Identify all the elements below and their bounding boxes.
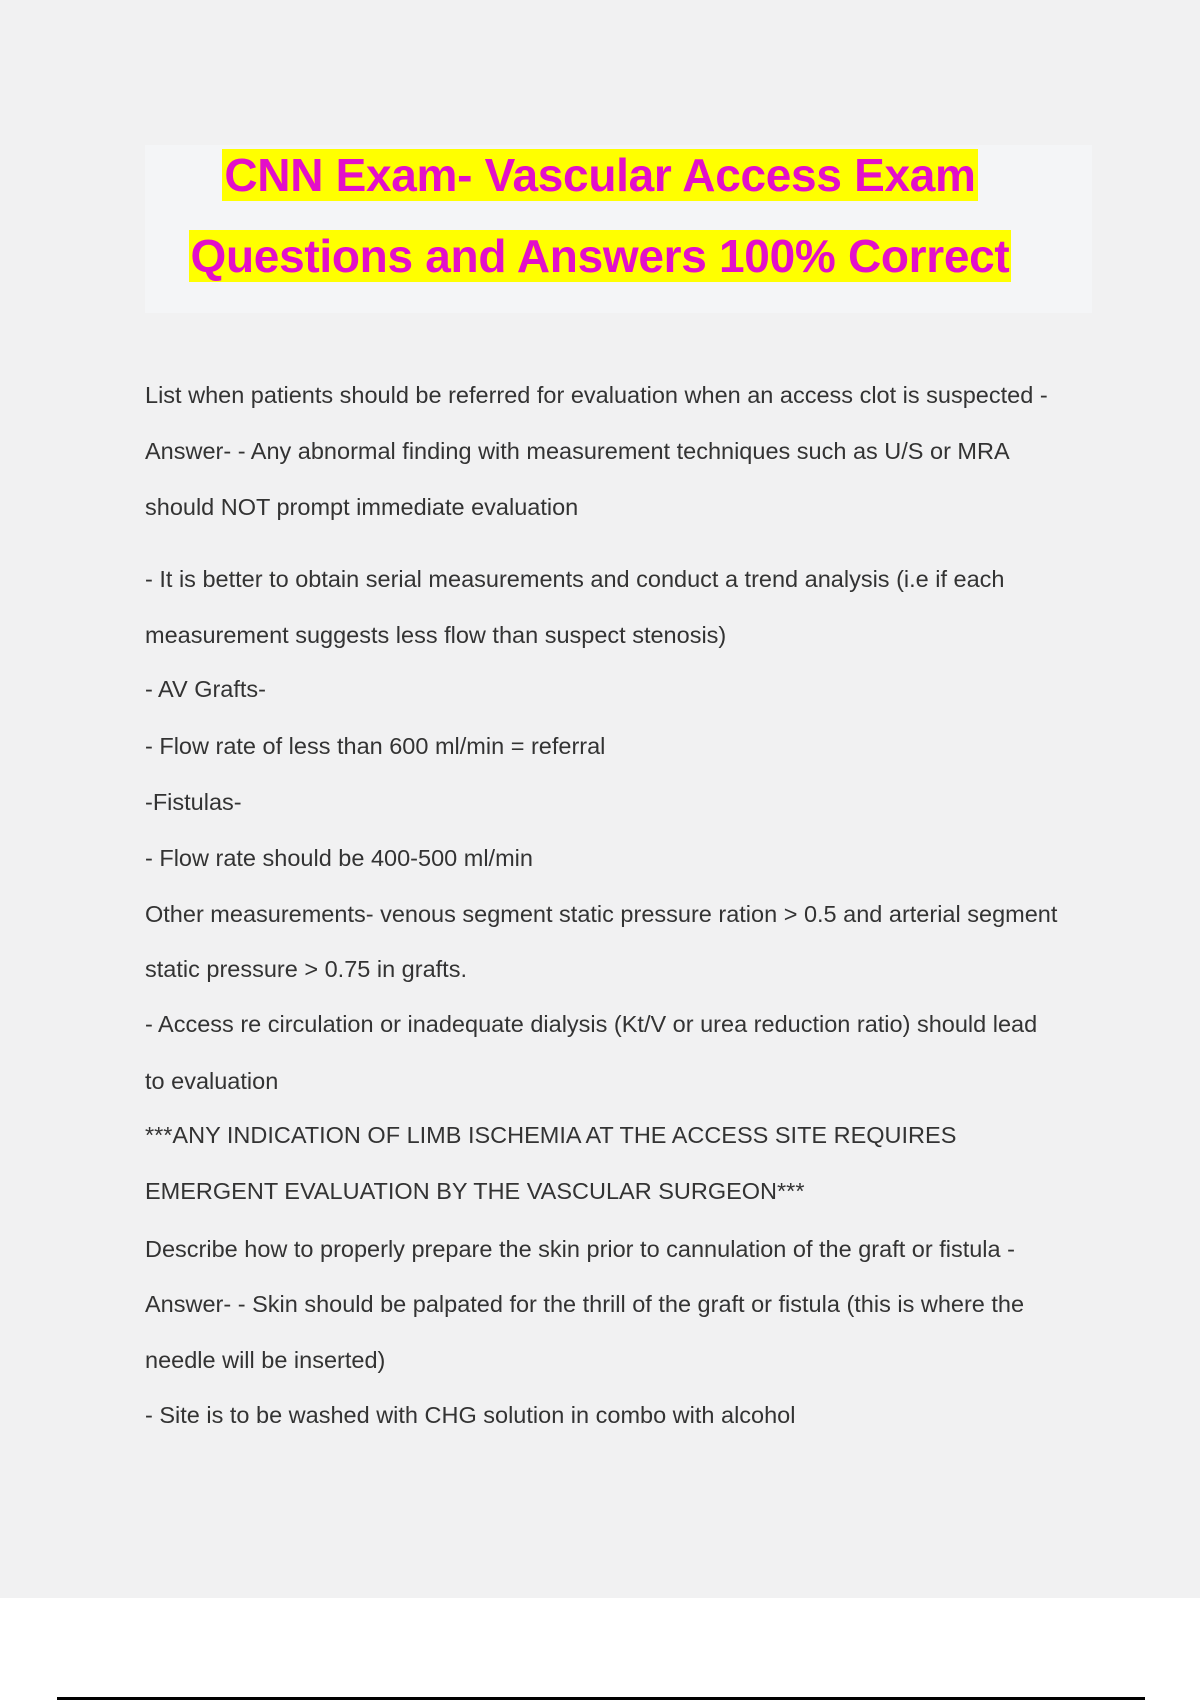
document-title-line-1 — [0, 146, 1200, 204]
body-text-line: - Access re circulation or inadequate dialysis (Kt/V or urea reduction ratio) should lead — [145, 1011, 1038, 1037]
body-text-line: List when patients should be referred for evaluation when an access clot is suspected - — [145, 382, 1048, 408]
title-text: CNN Exam- Vascular Access Exam — [224, 149, 976, 201]
body-text-line: - AV Grafts- — [145, 676, 266, 702]
body-text-line: Other measurements- venous segment static pressure ration > 0.5 and arterial segment — [145, 901, 1058, 927]
body-text-line: -Fistulas- — [145, 789, 242, 815]
body-text-line: Answer- - Skin should be palpated for the thrill of the graft or fistula (this is where the — [145, 1291, 1025, 1317]
body-text-line: to evaluation — [145, 1068, 279, 1094]
body-text-line: ***ANY INDICATION OF LIMB ISCHEMIA AT THE ACCESS SITE REQUIRES — [145, 1122, 957, 1148]
body-text-line: needle will be inserted) — [145, 1347, 386, 1373]
body-text-line: - It is better to obtain serial measurements and conduct a trend analysis (i.e if each — [145, 566, 1005, 592]
body-text-line: measurement suggests less flow than suspect stenosis) — [145, 622, 727, 648]
body-text-line: - Flow rate should be 400-500 ml/min — [145, 845, 533, 871]
body-text-line: static pressure > 0.75 in grafts. — [145, 956, 467, 982]
document-title-line-2 — [0, 227, 1200, 285]
body-text-line: EMERGENT EVALUATION BY THE VASCULAR SURGEON*** — [145, 1178, 805, 1204]
body-text-line: - Site is to be washed with CHG solution in combo with alcohol — [145, 1402, 796, 1428]
body-text-line: - Flow rate of less than 600 ml/min = referral — [145, 733, 606, 759]
body-text-line: should NOT prompt immediate evaluation — [145, 494, 579, 520]
body-text-line: Describe how to properly prepare the skin prior to cannulation of the graft or fistula - — [145, 1236, 1015, 1262]
body-text-line: Answer- - Any abnormal finding with measurement techniques such as U/S or MRA — [145, 438, 1010, 464]
title-text: Questions and Answers 100% Correct — [190, 230, 1010, 282]
